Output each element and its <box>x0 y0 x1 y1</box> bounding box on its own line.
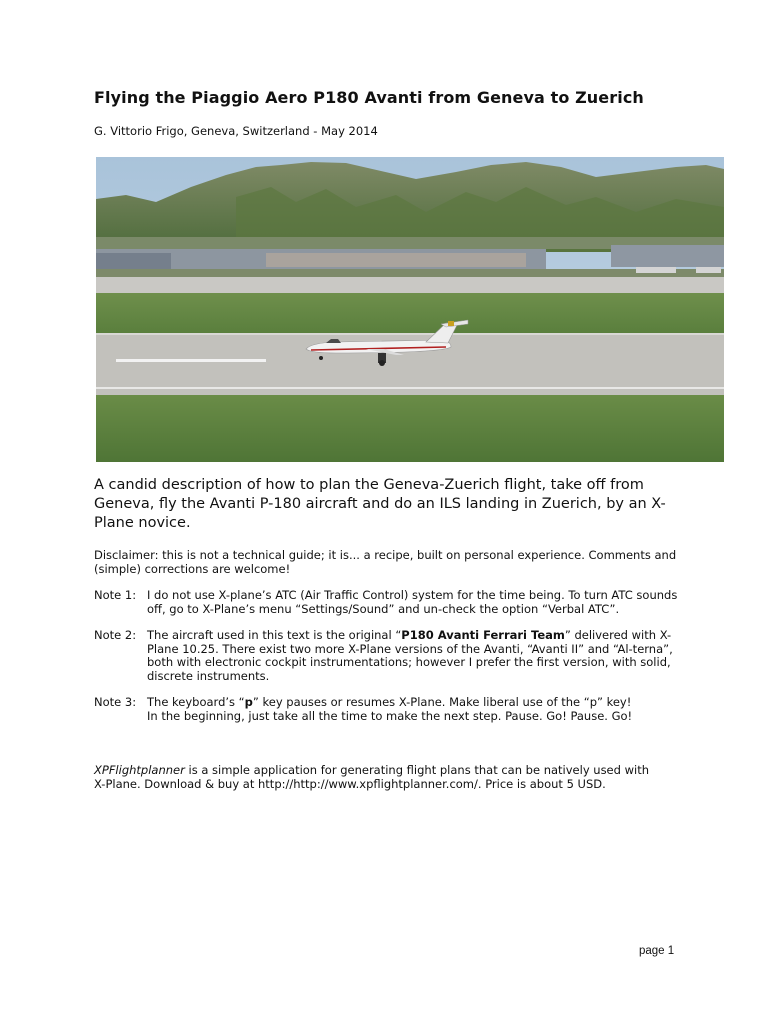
note-label: Note 1: <box>94 588 137 602</box>
note-text <box>147 696 687 723</box>
note-label: Note 3: <box>94 695 137 709</box>
note-text-before: The aircraft used in this text is the original “ <box>147 628 402 642</box>
xpflightplanner-name: XPFlightplanner <box>94 763 185 777</box>
note-text <box>147 629 687 683</box>
note-text-after: ” key pauses or resumes X-Plane. Make liberal use of the “p” key! <box>252 695 632 709</box>
note-label: Note 2: <box>94 628 137 642</box>
note-2 <box>94 629 694 683</box>
author-line: G. Vittorio Frigo, Geneva, Switzerland - May 2014 <box>94 124 378 138</box>
key-name-bold: p <box>244 695 253 709</box>
lead-paragraph: A candid description of how to plan the Geneva-Zuerich flight, take off from Geneva, fly the Avanti P-180 aircraft and do an ILS landing in Zuerich, by an X-Plane novice. <box>94 477 666 531</box>
note-1 <box>94 589 694 616</box>
page-number: page 1 <box>639 945 675 957</box>
disclaimer-paragraph: Disclaimer: this is not a technical guide; it is... a recipe, built on personal experience. Comments and (simple) corrections are welcome! <box>94 548 677 576</box>
cover-photo-airplane-runway <box>96 157 724 462</box>
aircraft-name-bold: P180 Avanti Ferrari Team <box>401 628 565 642</box>
note-text: I do not use X-plane’s ATC (Air Traffic Control) system for the time being. To turn ATC sounds off, go to X-Plane’s menu “Settings/Sound” and un-check the option “Verbal ATC”. <box>147 588 678 616</box>
note-text-after: ” delivered with X-Plane 10.25. There exist two more X-Plane versions of the Avanti, “Avanti II” and “Al-terna”, both with electronic cockpit instrumentations; however I prefer the first version, with solid, discrete instruments. <box>147 628 673 683</box>
document-title: Flying the Piaggio Aero P180 Avanti from Geneva to Zuerich <box>94 88 644 107</box>
note-text-line2: In the beginning, just take all the time to make the next step. Pause. Go! Pause. Go! <box>147 708 633 723</box>
note-text-before: The keyboard’s “ <box>147 695 245 709</box>
note-3 <box>94 696 694 723</box>
xpflightplanner-text: is a simple application for generating flight plans that can be natively used with X-Plane. Download & buy at http://http://www.xpflightplanner.com/. Price is about 5 USD. <box>94 763 649 791</box>
xpflightplanner-paragraph <box>94 764 654 791</box>
